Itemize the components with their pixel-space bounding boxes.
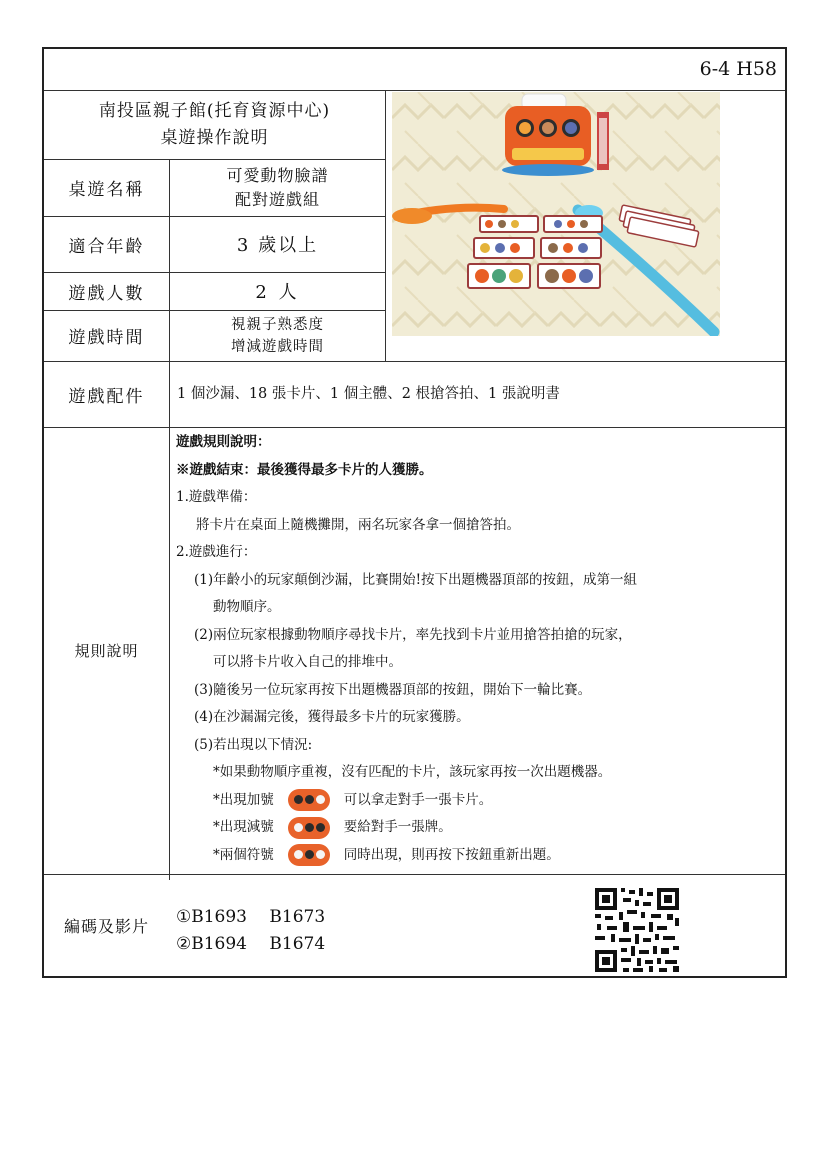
sheet-title xyxy=(44,91,385,159)
plus-button-icon xyxy=(288,789,330,811)
age-value: 3 歲以上 xyxy=(236,235,319,256)
rules-heading: 遊戲規則說明： xyxy=(176,434,271,450)
parts-label: 遊戲配件 xyxy=(68,386,145,407)
rules-note-3-prefix: *出現減號 xyxy=(213,819,274,835)
instruction-sheet xyxy=(42,47,787,978)
rules-step-2: 2.遊戲進行： xyxy=(176,544,257,560)
rules-label: 規則說明 xyxy=(74,642,139,660)
rules-point-2a: (2)兩位玩家根據動物順序尋找卡片，率先找到卡片並用搶答拍搶的玩家， xyxy=(194,626,632,643)
name-value xyxy=(170,159,385,216)
rules-note-2-prefix: *出現加號 xyxy=(213,791,274,808)
title-line-2: 桌遊操作說明 xyxy=(160,128,269,148)
qr-code[interactable] xyxy=(593,886,681,974)
rules-note-4-suffix: 同時出現，則再按下按鈕重新出題。 xyxy=(343,846,560,863)
age-label: 適合年齡 xyxy=(68,236,145,257)
rules-point-5: (5)若出現以下情況: xyxy=(194,736,313,753)
rules-point-1b: 動物順序。 xyxy=(213,599,281,615)
time-label: 遊戲時間 xyxy=(68,328,145,348)
codes-value xyxy=(176,904,476,958)
time-value xyxy=(170,310,385,361)
game-photo xyxy=(392,92,720,336)
codes-label: 編碼及影片 xyxy=(63,916,149,936)
name-value-line-2: 配對遊戲組 xyxy=(234,189,320,209)
codes-line-1: ①B1693 B1673 xyxy=(176,907,326,927)
name-value-line-1: 可愛動物臉譜 xyxy=(226,165,329,185)
rules-step-1-detail: 將卡片在桌面上隨機攤開，兩名玩家各拿一個搶答拍。 xyxy=(196,516,520,533)
rules-point-1a: (1)年齡小的玩家顛倒沙漏，比賽開始!按下出題機器頂部的按鈕，成第一組 xyxy=(194,571,638,588)
both-signs-button-icon xyxy=(288,844,330,866)
players-value: 2 人 xyxy=(255,282,300,303)
rules-note-2 xyxy=(176,787,782,815)
rules-note-3-suffix: 要給對手一張牌。 xyxy=(343,819,452,835)
time-value-line-2: 增減遊戲時間 xyxy=(231,338,324,355)
qr-code-icon xyxy=(593,886,681,974)
rules-note-1: *如果動物順序重複，沒有匹配的卡片，該玩家再按一次出題機器。 xyxy=(213,764,612,780)
minus-button-icon xyxy=(288,817,330,839)
game-photo-illustration xyxy=(392,92,720,336)
codes-line-2: ②B1694 B1674 xyxy=(176,934,326,954)
parts-value: 1 個沙漏、18 張卡片、1 個主體、2 根搶答拍、1 張說明書 xyxy=(177,386,560,402)
rules-note-4 xyxy=(176,842,782,870)
rules-point-2b: 可以將卡片收入自己的排堆中。 xyxy=(213,654,402,670)
title-line-1: 南投區親子館(托育資源中心) xyxy=(98,101,331,121)
rules-note-4-prefix: *兩個符號 xyxy=(213,846,274,863)
rules-note-2-suffix: 可以拿走對手一張卡片。 xyxy=(343,791,493,808)
time-value-line-1: 視親子熟悉度 xyxy=(231,316,324,333)
rules-text xyxy=(176,429,782,869)
rules-point-3: (3)隨後另一位玩家再按下出題機器頂部的按鈕，開始下一輪比賽。 xyxy=(194,681,592,698)
rules-goal: ※遊戲結束：最後獲得最多卡片的人獲勝。 xyxy=(176,461,433,478)
name-label: 桌遊名稱 xyxy=(68,180,145,200)
players-label: 遊戲人數 xyxy=(68,283,145,304)
rules-point-4: (4)在沙漏漏完後，獲得最多卡片的玩家獲勝。 xyxy=(194,709,470,725)
sheet-code: 6-4 H58 xyxy=(699,58,777,80)
rules-note-3 xyxy=(176,814,782,842)
rules-step-1: 1.遊戲準備： xyxy=(176,489,257,505)
